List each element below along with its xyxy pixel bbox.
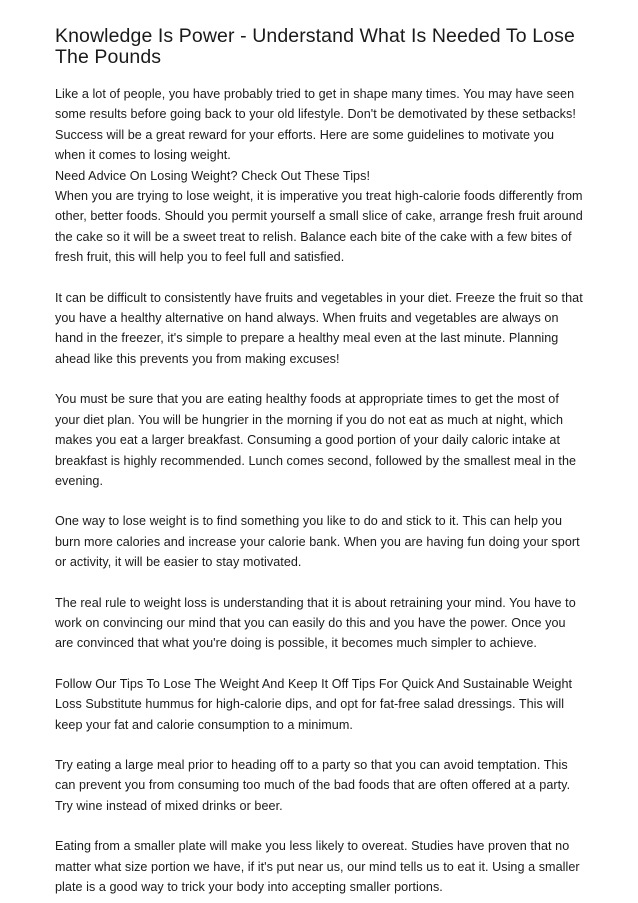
paragraph-mind: The real rule to weight loss is understanding that it is about retraining your mind. You have to work on convincing our mind that you can easily do this and you have the power. Once you are convinced that what you're doing is possible, it becomes much simpler to achieve. <box>55 595 576 651</box>
paragraph-gap <box>55 491 587 511</box>
paragraph-plate: Eating from a smaller plate will make you less likely to overeat. Studies have proven that no matter what size portion we have, if it's put near us, our mind tells us to eat it. Using a smaller plate is a good way to trick your body into accepting smaller portions. <box>55 839 580 894</box>
paragraph-gap <box>55 369 587 389</box>
section-heading: Need Advice On Losing Weight? Check Out These Tips! <box>55 168 371 183</box>
paragraph-gap <box>55 735 587 755</box>
paragraph-gap <box>55 573 587 593</box>
paragraph-gap <box>55 816 587 836</box>
paragraph-gap <box>55 268 587 288</box>
document-page <box>55 26 587 897</box>
paragraph-cake: When you are trying to lose weight, it is imperative you treat high-calorie foods differently from other, better foods. Should you permit yourself a small slice of cake, arrange fresh fruit around the cake so it will be a sweet treat to relish. Balance each bite of the cake with a few bites of fresh fruit, this will help you to feel full and satisfied. <box>55 189 583 265</box>
paragraph-meal-timing: You must be sure that you are eating healthy foods at appropriate times to get the most of your diet plan. You will be hungrier in the morning if you do not eat as much at night, which makes you eat a larger breakfast. Consuming a good portion of your daily caloric intake at breakfast is highly recommended. Lunch comes second, followed by the smallest meal in the evening. <box>55 392 577 488</box>
paragraph-hummus: Follow Our Tips To Lose The Weight And Keep It Off Tips For Quick And Sustainable Weight Loss Substitute hummus for high-calorie dips, and opt for fat-free salad dressings. This will keep your fat and calorie consumption to a minimum. <box>55 676 573 732</box>
page-title: Knowledge Is Power - Understand What Is Needed To Lose The Pounds <box>55 25 575 68</box>
paragraph-party: Try eating a large meal prior to heading off to a party so that you can avoid temptation. This can prevent you from consuming too much of the bad foods that are often offered at a party. Try wine instead of mixed drinks or beer. <box>55 757 571 813</box>
paragraph-fruit: It can be difficult to consistently have fruits and vegetables in your diet. Freeze the fruit so that you have a healthy alternative on hand always. When fruits and vegetables are always on hand in the freezer, it's simple to prepare a healthy meal even at the last minute. Planning ahead like this prevents you from making excuses! <box>55 290 583 366</box>
paragraph-intro: Like a lot of people, you have probably tried to get in shape many times. You may have seen some results before going back to your old lifestyle. Don't be demotivated by these setbacks! Success will be a great reward for your efforts. Here are some guidelines to motivate you when it comes to losing weight. <box>55 87 576 163</box>
paragraph-activity: One way to lose weight is to find something you like to do and stick to it. This can help you burn more calories and increase your calorie bank. When you are having fun doing your sport or activity, it will be easier to stay motivated. <box>55 514 580 570</box>
paragraph-gap <box>55 654 587 674</box>
